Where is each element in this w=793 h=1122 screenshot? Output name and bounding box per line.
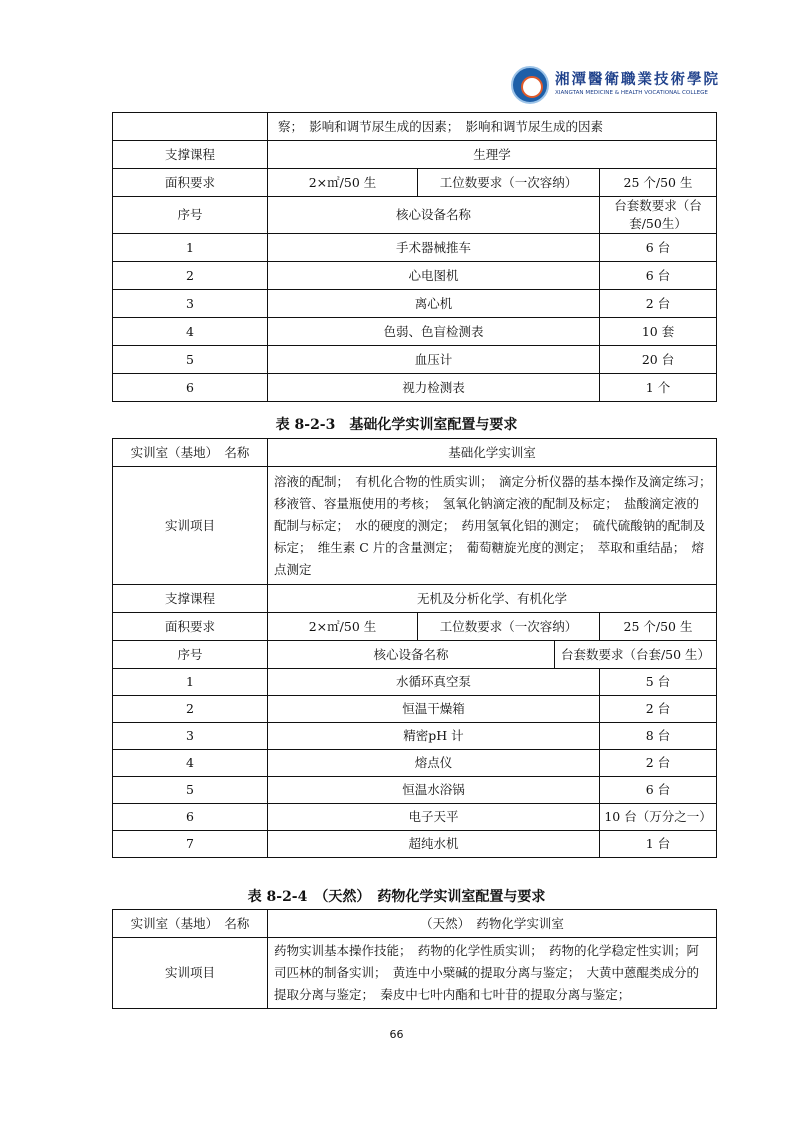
row-no: 6: [113, 804, 268, 831]
row-qty: 1 个: [600, 374, 717, 402]
row-qty: 6 台: [600, 262, 717, 290]
room-name-value: 基础化学实训室: [268, 439, 717, 467]
row-qty: 6 台: [600, 234, 717, 262]
table-row: [113, 669, 717, 696]
station-value: 25 个/50 生: [600, 169, 717, 197]
station-value: 25 个/50 生: [600, 613, 717, 641]
table-row: [113, 696, 717, 723]
row-no: 7: [113, 831, 268, 858]
basic-chemistry-lab-table: [112, 438, 717, 858]
row-name: 心电图机: [268, 262, 600, 290]
row-no: 6: [113, 374, 268, 402]
row-no: 4: [113, 750, 268, 777]
room-name-label: 实训室（基地） 名称: [113, 439, 268, 467]
page-number: 66: [389, 1028, 404, 1041]
area-value: 2×㎡/50 生: [268, 613, 418, 641]
table-row: [113, 750, 717, 777]
station-label: 工位数要求（一次容纳）: [418, 169, 600, 197]
table-row: [113, 262, 717, 290]
row-name: 手术器械推车: [268, 234, 600, 262]
table-row: [113, 234, 717, 262]
pharmaceutical-chemistry-lab-table: [112, 909, 717, 1009]
continued-project-text: 察； 影响和调节尿生成的因素； 影响和调节尿生成的因素: [268, 113, 717, 141]
col-header-qty: 台套数要求（台套/50生）: [600, 197, 717, 234]
project-label: 实训项目: [113, 938, 268, 1009]
row-qty: 10 台（万分之一）: [600, 804, 717, 831]
row-no: 1: [113, 234, 268, 262]
table-row: [113, 777, 717, 804]
area-label: 面积要求: [113, 613, 268, 641]
row-qty: 2 台: [600, 696, 717, 723]
project-text: 药物实训基本操作技能； 药物的化学性质实训； 药物的化学稳定性实训；阿司匹林的制备实训； 黄连中小檗碱的提取分离与鉴定； 大黄中蒽醌类成分的提取分离与鉴定； 秦皮中七叶内酯和七叶苷的提取分离与鉴定；: [268, 938, 717, 1009]
row-qty: 2 台: [600, 750, 717, 777]
row-name: 精密pH 计: [268, 723, 600, 750]
table-8-2-3-caption: 表 8-2-3 基础化学实训室配置与要求: [275, 417, 518, 433]
support-course-label: 支撑课程: [113, 585, 268, 613]
station-label: 工位数要求（一次容纳）: [418, 613, 600, 641]
row-name: 视力检测表: [268, 374, 600, 402]
row-name: 恒温水浴锅: [268, 777, 600, 804]
room-name-value: （天然） 药物化学实训室: [268, 910, 717, 938]
row-no: 5: [113, 346, 268, 374]
logo-chinese-name: 湘潭醫衛職業技術學院: [555, 71, 720, 88]
table-row: [113, 723, 717, 750]
row-qty: 5 台: [600, 669, 717, 696]
col-header-no: 序号: [113, 641, 268, 669]
row-no: 4: [113, 318, 268, 346]
logo-english-name: XIANGTAN MEDICINE & HEALTH VOCATIONAL COLLEGE: [555, 90, 708, 96]
row-no: 3: [113, 290, 268, 318]
row-qty: 10 套: [600, 318, 717, 346]
table-row: [113, 804, 717, 831]
table-row: [113, 831, 717, 858]
empty-cell: [113, 113, 268, 141]
table-row: [113, 318, 717, 346]
table-row: [113, 374, 717, 402]
row-no: 1: [113, 669, 268, 696]
col-header-name: 核心设备名称: [268, 197, 600, 234]
col-header-qty: 台套数要求（台套/50 生）: [555, 641, 717, 669]
support-course-label: 支撑课程: [113, 141, 268, 169]
row-qty: 6 台: [600, 777, 717, 804]
row-name: 恒温干燥箱: [268, 696, 600, 723]
col-header-name: 核心设备名称: [268, 641, 555, 669]
row-name: 血压计: [268, 346, 600, 374]
table-row: [113, 290, 717, 318]
room-name-label: 实训室（基地） 名称: [113, 910, 268, 938]
row-name: 离心机: [268, 290, 600, 318]
area-value: 2×㎡/50 生: [268, 169, 418, 197]
col-header-no: 序号: [113, 197, 268, 234]
support-course-value: 生理学: [268, 141, 717, 169]
row-name: 水循环真空泵: [268, 669, 600, 696]
project-label: 实训项目: [113, 467, 268, 585]
row-no: 3: [113, 723, 268, 750]
row-name: 熔点仪: [268, 750, 600, 777]
row-no: 5: [113, 777, 268, 804]
row-no: 2: [113, 696, 268, 723]
row-qty: 2 台: [600, 290, 717, 318]
support-course-value: 无机及分析化学、有机化学: [268, 585, 717, 613]
college-emblem-icon: [511, 66, 549, 104]
table-row: [113, 346, 717, 374]
table-8-2-4-caption: 表 8-2-4 （天然） 药物化学实训室配置与要求: [247, 889, 546, 905]
row-qty: 8 台: [600, 723, 717, 750]
row-qty: 1 台: [600, 831, 717, 858]
row-name: 超纯水机: [268, 831, 600, 858]
row-no: 2: [113, 262, 268, 290]
row-name: 电子天平: [268, 804, 600, 831]
college-logo: [511, 66, 720, 106]
project-text: 溶液的配制； 有机化合物的性质实训； 滴定分析仪器的基本操作及滴定练习； 移液管、容量瓶使用的考核； 氢氧化钠滴定液的配制及标定； 盐酸滴定液的配制与标定； 水的硬度的测定； 药用氢氧化铝的测定； 硫代硫酸钠的配制及标定； 维生素 C 片的含量测定； 葡萄糖旋光度的测定； 萃取和重结晶； 熔点测定: [268, 467, 717, 585]
row-name: 色弱、色盲检测表: [268, 318, 600, 346]
physiology-lab-table: [112, 112, 717, 402]
area-label: 面积要求: [113, 169, 268, 197]
row-qty: 20 台: [600, 346, 717, 374]
